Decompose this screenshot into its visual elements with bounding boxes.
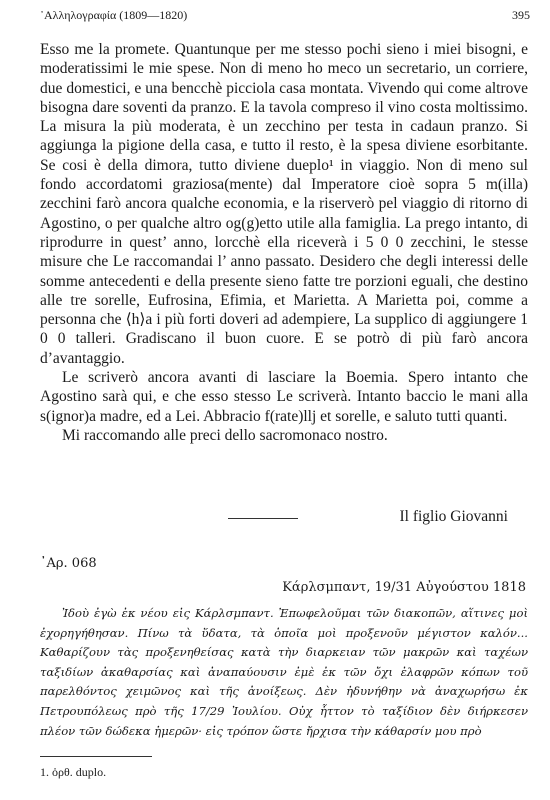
paragraph-1: Esso me la promete. Quantunque per me stesso pochi sieno i miei bisogni, e moderatissimi le mie spese. Non di meno ho meco un secretario, un corriere, due domestici, e una bencchè picciola casa montata. Vivendo qui come altrove bisogna dare soventi da pranzo. E la tavola compreso il vino costa moltissimo. La misura la più moderata, è un zecchino per testa in cadaun pranzo. Si aggiunga la pigione della casa, e tutto il resto, è la spesa diviene esorbitante. Se cosi è della dimora, tutto diviene dueplo¹ in viaggio. Non di meno sul fondo accordatomi graziosa(mente) dal Imperatore cioè sopra 5 m(illa) zecchini farò ancora qualche economia, e la riserverò pel viaggio di ritorno di Agostino, o per qualche altro og(g)etto utile alla famiglia. La prego intanto, di riprodurre in quest’ anno, lorcchè ella riceverà i 5 0 0 zecchini, le stesse misure che Le raccomandai l’ anno passato. Desidero che degli interessi delle somme antecedenti e della presente sieno fatte tre porzioni eguali, che destino alle tre sorelle, Eufrosina, Efimia, et Marietta. A Marietta poi, comme a personna che ⟨h⟩a i più forti doveri ad adempiere, La supplico di aggiungere 1 0 0 talleri. Gradiscano il buon cuore. E se potrò di più farò ancora d’avantaggio. (40, 41, 528, 367)
page-number: 395 (512, 8, 530, 22)
letter-body (40, 40, 528, 445)
letter-place-date: Κάρλσμπαντ, 19/31 Αὐγούστου 1818 (282, 580, 526, 595)
running-title: ᾿Αλληλογραφία (1809—1820) (40, 8, 188, 22)
signature: Il figlio Giovanni (399, 508, 508, 525)
greek-letter-text (40, 604, 528, 741)
paragraph-3: Mi raccomando alle preci dello sacromonaco nostro. (62, 426, 388, 444)
running-head (40, 8, 530, 24)
section-divider (228, 518, 298, 519)
greek-paragraph: Ἰδοὺ ἐγὼ ἐκ νέου εἰς Κάρλσμπαντ. Ἐπωφελοῦμαι τῶν διακοπῶν, αἵτινες μοὶ ἐχορηγήθησαν. Πίνω τὰ ὕδατα, τὰ ὁποῖα μοὶ προξενοῦν μέγιστον καλόν... Καθαρίζουν τὰς προξενηθείσας κατὰ τὴν διαρκειαν τῶν μακρῶν καὶ ταχέων ταξιδίων ἀκαθαρσίας καὶ ἀναπαύουσιν ἐμὲ ἐκ τῶν ὄχι ἐλαφρῶν κόπων τοῦ παρελθόντος χειμῶνος καὶ τῆς ἀνοίξεως. Δὲν ἠδυνήθην νὰ ἀναχωρήσω ἐκ Πετρουπόλεως πρὸ τῆς 17/29 Ἰουλίου. Οὐχ ἧττον τὸ ταξίδιον δὲν διήρκεσεν πλέον τῶν δώδεκα ἡμερῶν· εἰς τρόπον ὥστε ἤρχισα τὴν κάθαρσίν μου πρὸ (40, 606, 528, 738)
paragraph-2: Le scriverò ancora avanti di lasciare la Boemia. Spero intanto che Agostino sarà qui, e che esso stesso Le scriverà. Intanto baccio le mani alla s(ignor)a madre, ed a Lei. Abbracio f(rate)llj et sorelle, e saluto tutti quanti. (40, 369, 528, 425)
footnote: 1. ὀρθ. duplo. (40, 765, 107, 779)
letter-number: ᾿Αρ. 068 (40, 556, 97, 571)
footnote-divider (40, 756, 152, 757)
